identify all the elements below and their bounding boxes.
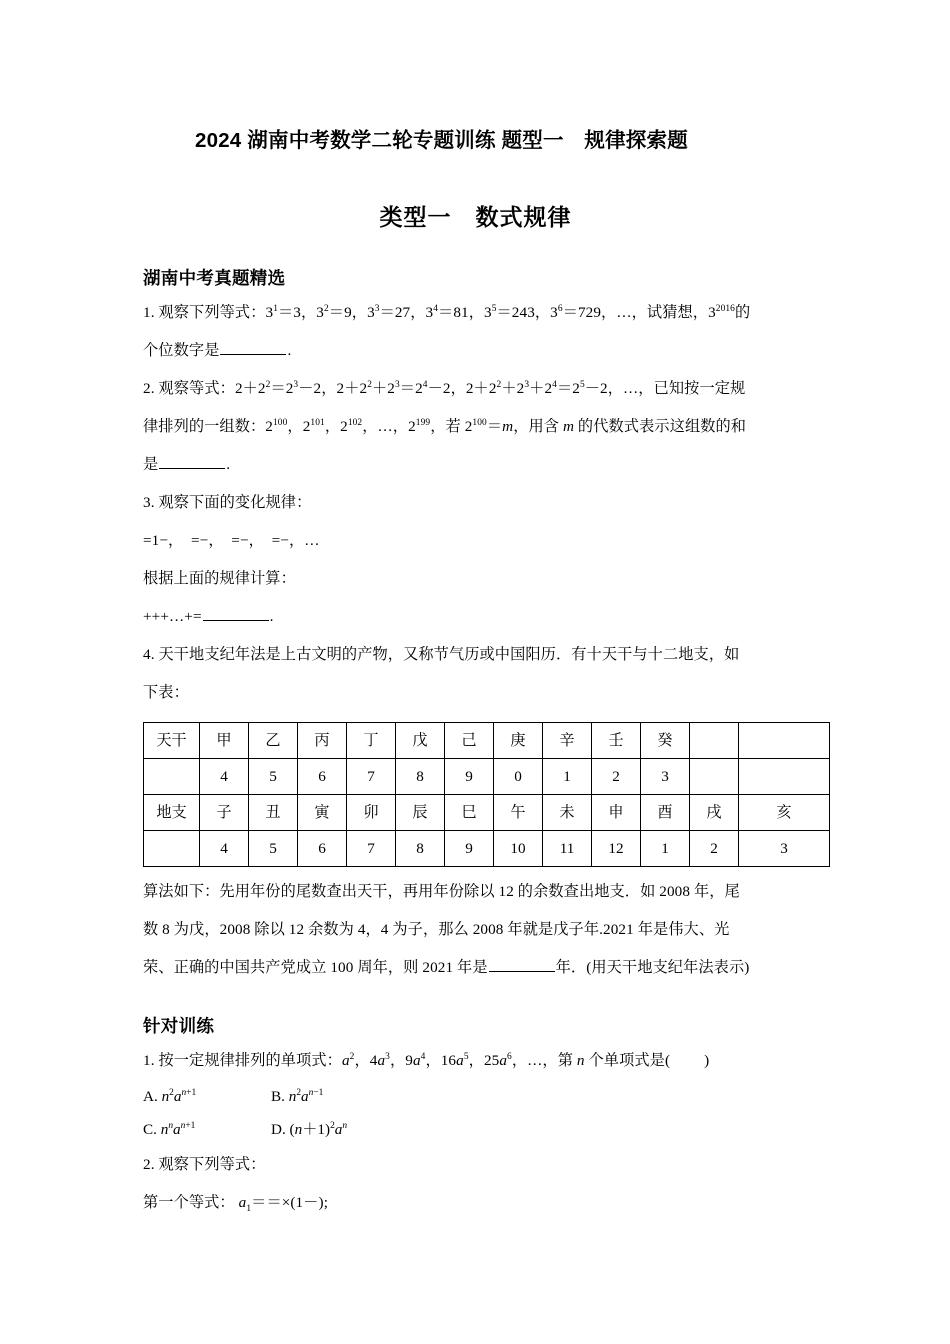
training-problem-1-lead: 1. 按一定规律排列的单项式： <box>143 1051 342 1069</box>
choice-d[interactable]: D. $(n+1)^2a^n$ <box>271 1120 348 1138</box>
choice-a[interactable]: A. $n^2a^{n+1}$ <box>143 1087 197 1105</box>
table-cell-empty <box>739 722 830 758</box>
training-problem-1-choices-row2 <box>143 1113 808 1146</box>
table-cell: 8 <box>396 830 445 866</box>
training-problem-1-choices-row1 <box>143 1080 808 1113</box>
table-cell: 8 <box>396 758 445 794</box>
answer-blank-3[interactable] <box>203 605 269 620</box>
section-heading-real-exam: 湖南中考真题精选 <box>143 267 286 288</box>
table-row <box>144 758 830 794</box>
table-cell: 酉 <box>641 794 690 830</box>
table-cell: 6 <box>298 758 347 794</box>
problem-4-algorithm-line1: 算法如下：先用年份的尾数查出天干，再用年份除以 12 的余数查出地支．如 2008 年，尾 <box>143 882 740 900</box>
row-label-empty <box>144 830 200 866</box>
table-cell: 己 <box>445 722 494 758</box>
table-cell: 7 <box>347 830 396 866</box>
table-cell: 辛 <box>543 722 592 758</box>
problem-3-calc-expr-suffix: . <box>269 607 274 625</box>
problem-1-line2-suffix: . <box>287 341 292 359</box>
problem-4-line2: 下表： <box>143 683 189 701</box>
table-cell: 午 <box>494 794 543 830</box>
table-cell: 亥 <box>739 794 830 830</box>
table-cell: 5 <box>249 830 298 866</box>
problem-4-algorithm-line2: 数 8 为戊，2008 除以 12 余数为 4，4 为子，那么 2008 年就是戊子年.2021 年是伟大、光 <box>143 920 730 938</box>
table-row <box>144 830 830 866</box>
table-cell: 巳 <box>445 794 494 830</box>
section-heading-training: 针对训练 <box>143 1015 215 1036</box>
table-cell: 戌 <box>690 794 739 830</box>
problem-2-lead: 2. 观察等式： <box>143 379 235 397</box>
table-cell: 1 <box>641 830 690 866</box>
table-cell: 10 <box>494 830 543 866</box>
table-cell: 11 <box>543 830 592 866</box>
answer-blank-1[interactable] <box>220 339 286 354</box>
table-cell: 3 <box>739 830 830 866</box>
choice-b[interactable]: B. $n^2a^{n-1}$ <box>271 1087 324 1105</box>
table-cell: 9 <box>445 758 494 794</box>
table-cell: 辰 <box>396 794 445 830</box>
table-cell: 癸 <box>641 722 690 758</box>
problem-4-line1: 4. 天干地支纪年法是上古文明的产物，又称节气历或中国阳历．有十天干与十二地支，如 <box>143 645 740 663</box>
problem-3-calc-expr-prefix: +++…+= <box>143 607 202 625</box>
training-problem-1: 1. 按一定规律排列的单项式：$a^2$，$4a^3$，$9a^4$，$16a^5$，$25a^6$，…，第 n 个单项式是( ) <box>143 1051 710 1069</box>
table-cell-empty <box>690 722 739 758</box>
table-cell: 7 <box>347 758 396 794</box>
choice-c[interactable]: C. $n^na^{n+1}$ <box>143 1120 196 1138</box>
table-cell: 2 <box>690 830 739 866</box>
problem-2: 2. 观察等式：$2+2^2=2^3-2$，$2+2^2+2^3=2^4-2$，$2+2^2+2^3+2^4=2^5-2$，…，已知按一定规 <box>143 379 746 397</box>
table-cell: 4 <box>200 830 249 866</box>
training-problem-2-first-eq-label: 第一个等式： <box>143 1193 235 1211</box>
table-cell: 丁 <box>347 722 396 758</box>
row-label-tiangan: 天干 <box>144 722 200 758</box>
table-cell: 甲 <box>200 722 249 758</box>
table-cell: 戊 <box>396 722 445 758</box>
problem-2-line3-suffix: . <box>226 455 231 473</box>
row-label-dizhi: 地支 <box>144 794 200 830</box>
table-cell: 申 <box>592 794 641 830</box>
table-cell: 寅 <box>298 794 347 830</box>
table-cell: 0 <box>494 758 543 794</box>
table-cell: 1 <box>543 758 592 794</box>
table-cell: 4 <box>200 758 249 794</box>
table-cell: 子 <box>200 794 249 830</box>
table-cell: 卯 <box>347 794 396 830</box>
table-cell: 5 <box>249 758 298 794</box>
training-problem-2-first-eq: 第一个等式： $a_1==\times(1-)$; <box>143 1193 329 1214</box>
table-cell-empty <box>690 758 739 794</box>
page-title: 2024 湖南中考数学二轮专题训练 题型一 规律探索题 <box>195 129 688 152</box>
table-cell: 未 <box>543 794 592 830</box>
table-cell: 丙 <box>298 722 347 758</box>
table-cell: 12 <box>592 830 641 866</box>
problem-4-algorithm-line3-prefix: 荣、正确的中国共产党成立 100 周年，则 2021 年是 <box>143 958 488 976</box>
problem-1: 1. 观察下列等式：$3^1=3$，$3^2=9$，$3^3=27$，$3^4=81$，$3^5=243$，$3^6=729$，…，试猜想，$3^{2016}$的 <box>143 303 751 321</box>
answer-blank-4[interactable] <box>489 956 555 971</box>
training-problem-2-lead: 2. 观察下列等式： <box>143 1155 266 1173</box>
problem-3-calc-lead: 根据上面的规律计算： <box>143 569 296 587</box>
problem-1-line2-prefix: 个位数字是 <box>143 341 220 359</box>
page-content <box>143 0 808 1222</box>
table-cell: 2 <box>592 758 641 794</box>
row-label-empty <box>144 758 200 794</box>
problem-2-line3-prefix: 是 <box>143 455 159 473</box>
table-row <box>144 722 830 758</box>
problem-3-pattern: =1−， =−， =−， =−，… <box>143 531 320 549</box>
ganzhi-table <box>143 722 830 867</box>
table-row <box>144 794 830 830</box>
table-cell: 壬 <box>592 722 641 758</box>
problem-1-lead: 1. 观察下列等式： <box>143 303 266 321</box>
problem-1-exponent: 2016 <box>715 303 735 314</box>
problem-3-calc-expr <box>143 598 808 636</box>
table-cell: 9 <box>445 830 494 866</box>
answer-blank-2[interactable] <box>159 453 225 468</box>
problem-4-algorithm-line3-suffix: 年．(用天干地支纪年法表示) <box>555 958 750 976</box>
problem-3-lead: 3. 观察下面的变化规律： <box>143 493 312 511</box>
table-cell: 3 <box>641 758 690 794</box>
table-cell: 庚 <box>494 722 543 758</box>
problem-1-line2 <box>143 332 808 370</box>
table-cell: 6 <box>298 830 347 866</box>
table-cell: 丑 <box>249 794 298 830</box>
type-heading: 类型一 数式规律 <box>379 203 572 230</box>
table-cell: 乙 <box>249 722 298 758</box>
table-cell-empty <box>739 758 830 794</box>
problem-2-line3 <box>143 446 808 484</box>
problem-4-algorithm-line3 <box>143 949 808 987</box>
problem-2-line2: 律排列的一组数：$2^{100}$，$2^{101}$，$2^{102}$，…，$2^{199}$，若 $2^{100}=m$，用含 m 的代数式表示这组数的和 <box>143 417 747 435</box>
